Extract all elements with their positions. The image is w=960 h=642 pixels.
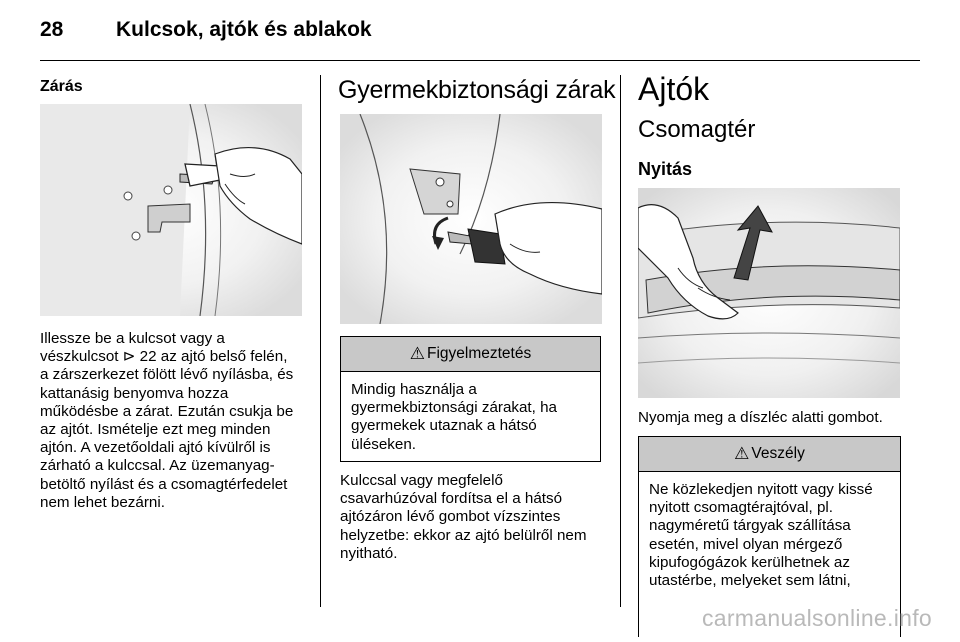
page-number: 28 [40, 18, 64, 41]
text-line: Kulccsal vagy megfelelő [340, 472, 503, 489]
warning-icon: ⚠ [734, 444, 750, 463]
text-line: zárható a kulccsal. Az üzemanyag- [40, 457, 275, 475]
text-line: nagyméretű tárgyak szállítása [649, 517, 851, 535]
warning-header [341, 337, 600, 372]
text-line: csavarhúzóval fordítsa el a hátsó [340, 490, 563, 508]
warning-box [340, 336, 601, 462]
column-divider-2 [620, 75, 621, 607]
text-line: nem lehet bezárni. [40, 493, 165, 511]
text-line: az ajtót. Ismételje ezt meg minden [40, 421, 271, 439]
text-line: Illessze be a kulcsot vagy a [40, 330, 225, 347]
warning-icon: ⚠ [409, 344, 425, 363]
text-line: utastérbe, melyeket sem látni, [649, 572, 851, 590]
text-line: esetén, mivel olyan mérgező [649, 535, 843, 553]
text-line: nyitható. [340, 544, 398, 562]
header-rule [40, 60, 920, 61]
text-line: betöltő nyílást és a csomagtérfedelet [40, 475, 288, 493]
text-line: gyermekek utaznak a hátsó [351, 417, 537, 435]
text-line: kipufogógázok kerülhetnek az [649, 553, 850, 571]
danger-title: Veszély [751, 445, 805, 462]
opening-caption: Nyomja meg a díszléc alatti gombot. [638, 409, 883, 426]
section-heading-doors: Ajtók [638, 71, 710, 107]
text-line: nyitott csomagtérajtóval, pl. [649, 499, 834, 517]
page-title: Kulcsok, ajtók és ablakok [116, 18, 372, 41]
watermark: carmanualsonline.info [701, 605, 932, 631]
text-line: ajtózáron lévő gombot vízszintes [340, 508, 561, 526]
text-line: helyzetbe: ekkor az ajtó belülről nem [340, 526, 587, 544]
text-line: vészkulcsot ⊳ 22 az ajtó belső felén, [40, 348, 288, 366]
warning-title: Figyelmeztetés [427, 345, 532, 362]
trunk-opening-illustration [638, 188, 900, 398]
section-heading-trunk: Csomagtér [638, 116, 756, 143]
section-heading-opening: Nyitás [638, 159, 693, 179]
text-line: gyermekbiztonsági zárakat, ha [351, 399, 557, 417]
danger-text [639, 472, 900, 590]
child-lock-instructions [340, 472, 612, 563]
warning-text [341, 372, 600, 454]
text-line: működésbe a zárat. Ezután csukja be [40, 402, 294, 420]
section-heading-child-locks: Gyermekbiztonsági zárak [338, 76, 616, 104]
section-heading-closing: Zárás [40, 78, 83, 95]
text-line: a zárszerkezet fölött lévő nyílásba, és [40, 366, 294, 384]
text-line: Ne közlekedjen nyitott vagy kissé [649, 481, 873, 498]
column-divider-1 [320, 75, 321, 607]
door-lock-illustration [40, 104, 302, 316]
closing-instructions [40, 330, 310, 512]
text-line: kattanásig benyomva hozza [40, 384, 229, 402]
child-lock-illustration [340, 114, 602, 324]
text-line: ajtón. A vezetőoldali ajtó kívülről is [40, 439, 271, 457]
text-line: Mindig használja a [351, 381, 477, 398]
danger-header [639, 437, 900, 472]
text-line: üléseken. [351, 435, 417, 453]
